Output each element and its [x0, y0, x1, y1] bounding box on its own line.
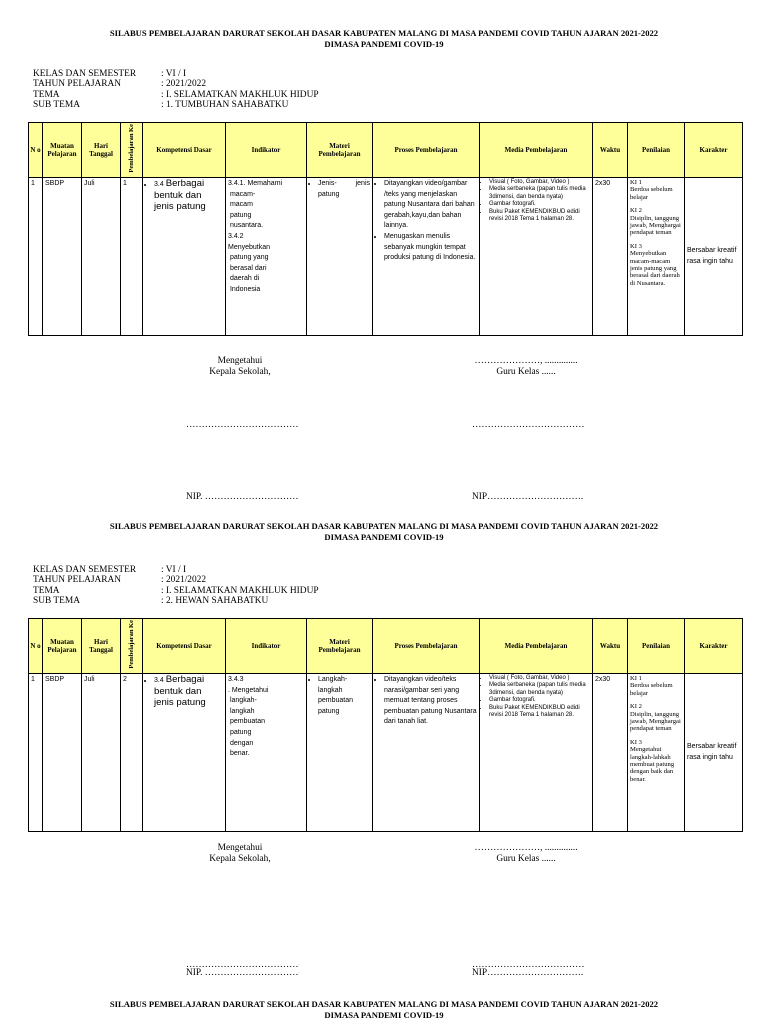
mengetahui-label: Mengetahui — [217, 356, 263, 366]
tahun-value: : 2021/2022 — [161, 79, 207, 90]
header-indikator: Indikator — [226, 123, 307, 178]
document-title — [0, 999, 768, 1020]
nip-kepala: NIP. ………………………… — [186, 968, 299, 978]
cell-penilaian — [628, 674, 685, 832]
title-line-1: SILABUS PEMBELAJARAN DARURAT SEKOLAH DASAR KABUPATEN MALANG DI MASA PANDEMI COVID TAHUN AJARAN 2021-2022 — [109, 999, 659, 1009]
kd-number: 3.4 — [154, 181, 164, 188]
title-line-2: DIMASA PANDEMI COVID-19 — [324, 531, 444, 542]
penilaian-ki1: KI 1 Berdoa sebelum belajar — [630, 179, 673, 201]
header-materi: Materi Pembelajaran — [307, 619, 373, 674]
kelas-value: : VI / I — [161, 565, 187, 575]
penilaian-ki2: KI 2 Disiplin, tanggung jawab, Menghargai pendapat teman — [630, 703, 681, 733]
cell-muatan: SBDP — [43, 674, 82, 832]
title-line-1: SILABUS PEMBELAJARAN DARURAT SEKOLAH DASAR KABUPATEN MALANG DI MASA PANDEMI COVID TAHUN AJARAN 2021-2022 — [109, 521, 659, 531]
cell-hari: Juli — [82, 178, 121, 336]
tema-value: : I. SELAMATKAN MAKHLUK HIDUP — [161, 89, 319, 100]
table-header-row — [29, 123, 743, 178]
cell-proses — [373, 674, 480, 832]
title-line-1: SILABUS PEMBELAJARAN DARURAT SEKOLAH DASAR KABUPATEN MALANG DI MASA PANDEMI COVID TAHUN AJARAN 2021-2022 — [109, 28, 659, 38]
header-no: N o — [29, 123, 43, 178]
proses-item: • Ditayangkan video/teks narasi/gambar seri yang memuat tentang proses pembuatan patung Nusantara dari tanah liat. — [384, 675, 477, 728]
header-waktu: Waktu — [593, 619, 628, 674]
date-line: …………………, .............. — [474, 356, 578, 366]
media-item: • Gambar fotografi. — [489, 697, 590, 704]
header-proses: Proses Pembelajaran — [373, 123, 480, 178]
header-kd: Kompetensi Dasar — [143, 619, 226, 674]
table-header-row — [29, 619, 743, 674]
guru-label: Guru Kelas ...... — [496, 853, 556, 864]
kelas-value: : VI / I — [161, 69, 187, 79]
media-item: • Visual ( Foto, Gambar, Video ) — [489, 675, 590, 682]
penilaian-ki1: KI 1 Berdoa sebelum belajar — [630, 675, 673, 697]
kepala-label: Kepala Sekolah, — [209, 853, 271, 864]
tema-value: : I. SELAMATKAN MAKHLUK HIDUP — [161, 585, 319, 596]
cell-karakter: Bersabar kreatif rasa ingin tahu — [685, 178, 743, 336]
info-block — [33, 69, 319, 111]
sign-line-kepala: ……………………………… — [186, 960, 299, 970]
penilaian-ki3: KI 3 Mengetahui langkah-lahkah membuat patung dengan baik dan benar. — [630, 738, 675, 783]
nip-kepala: NIP. ………………………… — [186, 492, 299, 502]
header-kd: Kompetensi Dasar — [143, 123, 226, 178]
kd-number: 3.4 — [154, 677, 164, 684]
kepala-label: Kepala Sekolah, — [209, 366, 271, 377]
cell-kd — [143, 178, 226, 336]
proses-item: • Ditayangkan video/gambar /teks yang menjelaskan patung Nusantara dari bahan gerabah,kayu,dan bahan lainnya. — [384, 179, 477, 232]
table-row — [29, 178, 743, 336]
header-muatan: Muatan Pelajaran — [43, 123, 82, 178]
document-title — [0, 521, 768, 542]
kelas-label: KELAS DAN SEMESTER — [33, 565, 137, 575]
media-item: • Buku Paket KEMENDIKBUD edidi revisi 2018 Tema 1 halaman 28. — [489, 209, 590, 224]
cell-materi: • Langkah-langkah pembuatan patung — [307, 674, 373, 832]
kelas-label: KELAS DAN SEMESTER — [33, 69, 137, 79]
media-item: • Visual ( Foto, Gambar, Video ) — [489, 179, 590, 186]
cell-media — [480, 178, 593, 336]
date-line: …………………, .............. — [474, 843, 578, 853]
signature-kepala — [180, 356, 300, 377]
signature-guru — [466, 843, 586, 864]
sign-line-guru: ……………………………… — [472, 960, 585, 970]
header-hari: Hari Tanggal — [82, 619, 121, 674]
guru-label: Guru Kelas ...... — [496, 366, 556, 377]
header-indikator: Indikator — [226, 619, 307, 674]
document-title — [0, 28, 768, 49]
header-penilaian: Penilaian — [628, 619, 685, 674]
kd-text: Berbagai bentuk dan jenis patung — [154, 178, 206, 213]
penilaian-ki3: KI 3 Menyebutkan macam-macam jenis patung yang berasal dari daerah di Nusantara. — [630, 242, 680, 287]
tahun-label: TAHUN PELAJARAN — [33, 79, 122, 90]
cell-indikator: 3.4.1. Memahami macam- macam patung nusantara. 3.4.2 Menyebutkan patung yang berasal dari daerah di Indonesia — [226, 178, 307, 336]
cell-waktu: 2x30 — [593, 674, 628, 832]
proses-item: • Menugaskan menulis sebanyak mungkin tempat produksi patung di Indonesia. — [384, 232, 477, 264]
cell-kd — [143, 674, 226, 832]
nip-guru: NIP…………………………. — [472, 492, 584, 502]
header-penilaian: Penilaian — [628, 123, 685, 178]
media-item: • Buku Paket KEMENDIKBUD edidi revisi 2018 Tema 1 halaman 28. — [489, 705, 590, 720]
header-no: N o — [29, 619, 43, 674]
cell-no: 1 — [29, 178, 43, 336]
header-karakter: Karakter — [685, 123, 743, 178]
cell-karakter: Bersabar kreatif rasa ingin tahu — [685, 674, 743, 832]
media-item: • Media serbaneka (papan tulis media 3dimensi, dan benda nyata) — [489, 186, 590, 201]
cell-hari: Juli — [82, 674, 121, 832]
syllabus-table — [28, 618, 743, 832]
subtema-value: : 2. HEWAN SAHABATKU — [161, 596, 269, 607]
header-media: Media Pembelajaran — [480, 619, 593, 674]
table-row — [29, 674, 743, 832]
header-karakter: Karakter — [685, 619, 743, 674]
tahun-value: : 2021/2022 — [161, 575, 207, 586]
header-proses: Proses Pembelajaran — [373, 619, 480, 674]
cell-no: 1 — [29, 674, 43, 832]
signature-kepala — [180, 843, 300, 864]
media-item: • Gambar fotografi. — [489, 201, 590, 208]
signature-guru — [466, 356, 586, 377]
mengetahui-label: Mengetahui — [217, 843, 263, 853]
cell-pembelajaran: 2 — [121, 674, 143, 832]
header-waktu: Waktu — [593, 123, 628, 178]
cell-indikator: 3.4.3 . Mengetahui langkah- langkah pembuatan patung dengan benar. — [226, 674, 307, 832]
tema-label: TEMA — [33, 89, 60, 100]
cell-materi: • Jenis- jenis patung — [307, 178, 373, 336]
header-pembelajaran: Pembelajaran Ke — [121, 619, 143, 674]
tema-label: TEMA — [33, 585, 60, 596]
title-line-2: DIMASA PANDEMI COVID-19 — [324, 1009, 444, 1020]
media-item: • Media serbaneka (papan tulis media 3dimensi, dan benda nyata) — [489, 682, 590, 697]
cell-muatan: SBDP — [43, 178, 82, 336]
header-muatan: Muatan Pelajaran — [43, 619, 82, 674]
header-hari: Hari Tanggal — [82, 123, 121, 178]
subtema-label: SUB TEMA — [33, 596, 80, 607]
penilaian-ki2: KI 2 Disiplin, tanggung jawab, Menghargai pendapat teman — [630, 207, 681, 237]
kd-text: Berbagai bentuk dan jenis patung — [154, 674, 206, 709]
tahun-label: TAHUN PELAJARAN — [33, 575, 122, 586]
nip-guru: NIP…………………………. — [472, 968, 584, 978]
header-materi: Materi Pembelajaran — [307, 123, 373, 178]
subtema-label: SUB TEMA — [33, 100, 80, 111]
cell-waktu: 2x30 — [593, 178, 628, 336]
sign-line-guru: ……………………………… — [472, 420, 585, 430]
header-media: Media Pembelajaran — [480, 123, 593, 178]
cell-penilaian — [628, 178, 685, 336]
subtema-value: : 1. TUMBUHAN SAHABATKU — [161, 100, 289, 111]
cell-pembelajaran: 1 — [121, 178, 143, 336]
sign-line-kepala: ……………………………… — [186, 420, 299, 430]
syllabus-table — [28, 122, 743, 336]
title-line-2: DIMASA PANDEMI COVID-19 — [324, 38, 444, 49]
info-block — [33, 565, 319, 607]
header-pembelajaran: Pembelajaran Ke — [121, 123, 143, 178]
cell-proses — [373, 178, 480, 336]
cell-media — [480, 674, 593, 832]
